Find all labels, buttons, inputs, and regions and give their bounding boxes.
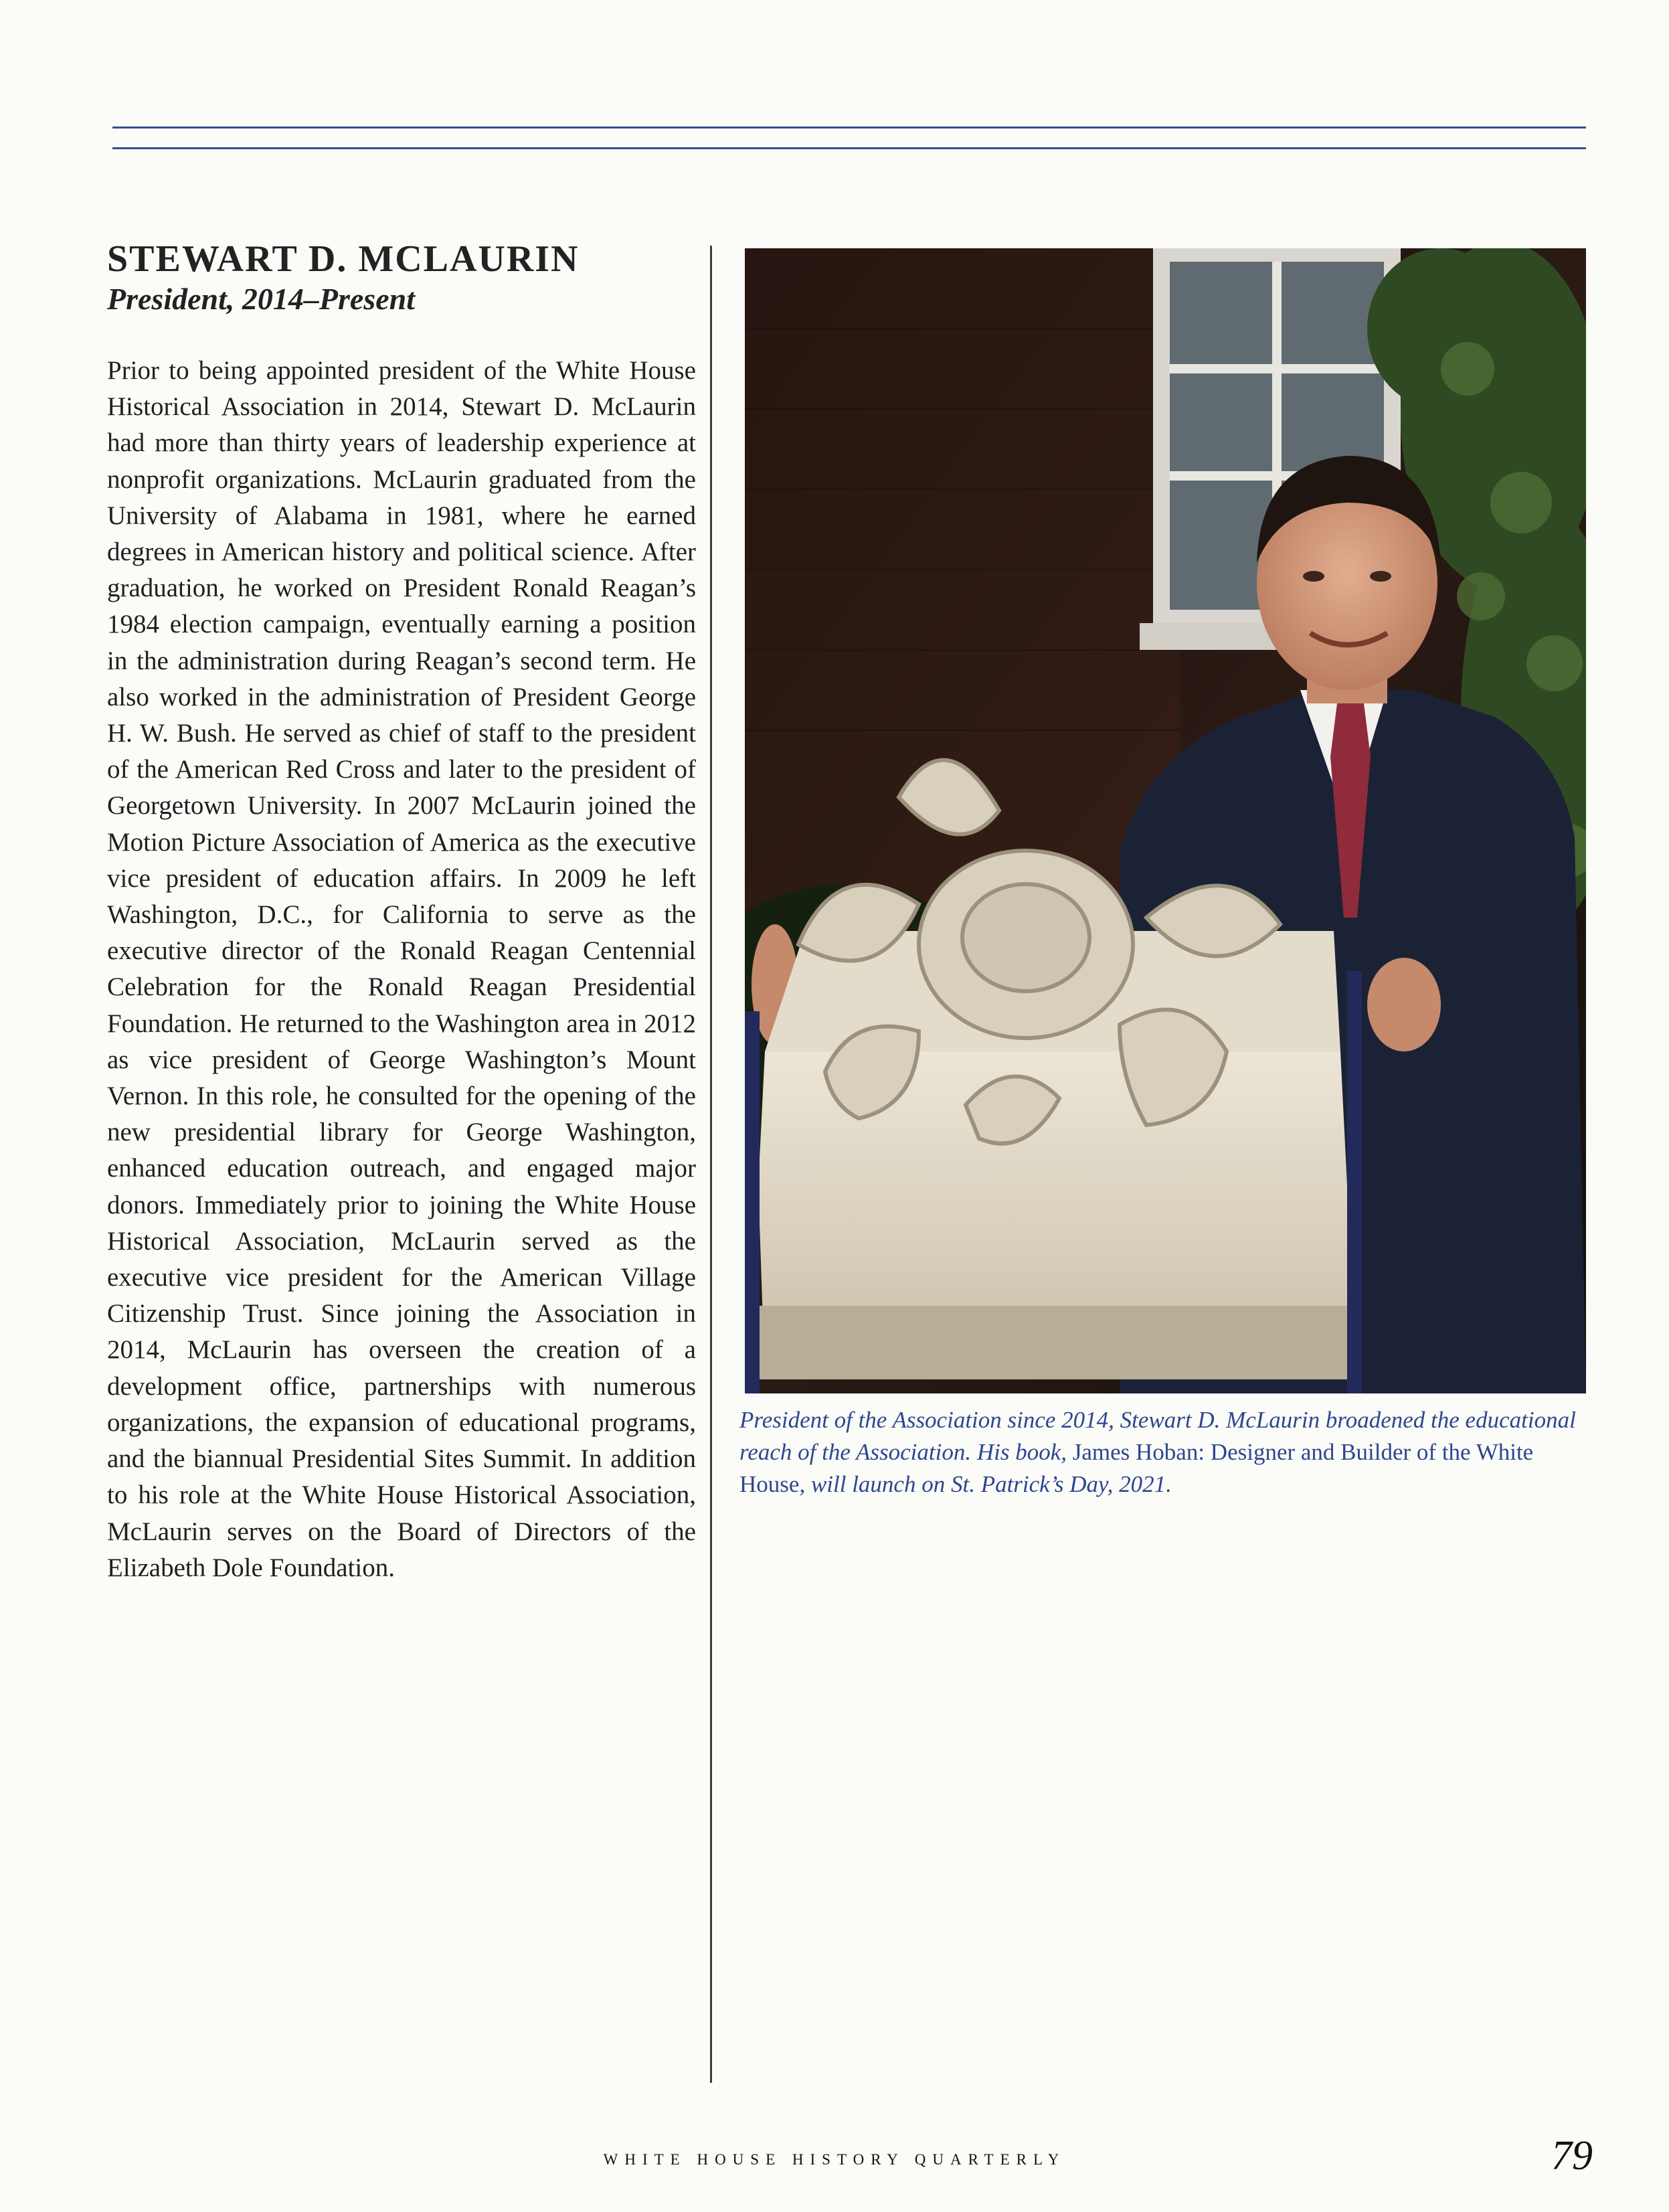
caption-book-title: James Hoban: Designer and Builder of the White House (739, 1439, 1534, 1497)
header-rule-bottom (112, 147, 1586, 149)
role-subheading: President, 2014–Present (107, 282, 415, 316)
bio-paragraph: Prior to being appointed president of the White House Historical Association in 2014, Stewart D. McLaurin had more than thirty years of leadership experience at nonprofit organizations. McLaurin graduated from the University of Alabama in 1981, where he earned degrees in American history and political science. After graduation, he worked on President Ronald Reagan’s 1984 election campaign, eventually earning a position in the administration during Reagan’s second term. He also worked in the administration of President George H. W. Bush. He served as chief of staff to the president of the American Red Cross and later to the president of Georgetown University. In 2007 McLaurin joined the Motion Picture Association of America as the executive vice president of education affairs. In 2009 he left Washington, D.C., for California to serve as the executive director of the Ronald Reagan Centennial Celebration for the Ronald Reagan Presidential Foundation. He returned to the Washington area in 2012 as vice president of George Washington’s Mount Vernon. In this role, he consulted for the opening of the new presidential library for George Washington, enhanced education outreach, and engaged major donors. Immediately prior to joining the White House Historical Association, McLaurin served as the executive vice president for the American Village Citizenship Trust. Since joining the Association in 2014, McLaurin has overseen the creation of a development office, partnerships with numerous organizations, the expansion of educational programs, and the biannual Presidential Sites Summit. In addition to his role at the White House Historical Association, McLaurin serves on the Board of Directors of the Elizabeth Dole Foundation. (107, 356, 696, 1582)
portrait-photo (745, 248, 1586, 1393)
person-name-heading: STEWART D. MCLAURIN (107, 238, 580, 280)
header-rule-top (112, 126, 1586, 129)
photo-caption (739, 1404, 1589, 1501)
bio-column (107, 238, 696, 1586)
caption-text-2: , will launch on St. Patrick’s Day, 2021. (799, 1471, 1172, 1497)
footer-publication: WHITE HOUSE HISTORY QUARTERLY (603, 2151, 1066, 2168)
page-number: 79 (1551, 2133, 1593, 2179)
column-divider (710, 246, 712, 2083)
caption-text-1: President of the Association since 2014, Stewart D. McLaurin broadened the educational reach of the Association. His book, (739, 1407, 1576, 1465)
